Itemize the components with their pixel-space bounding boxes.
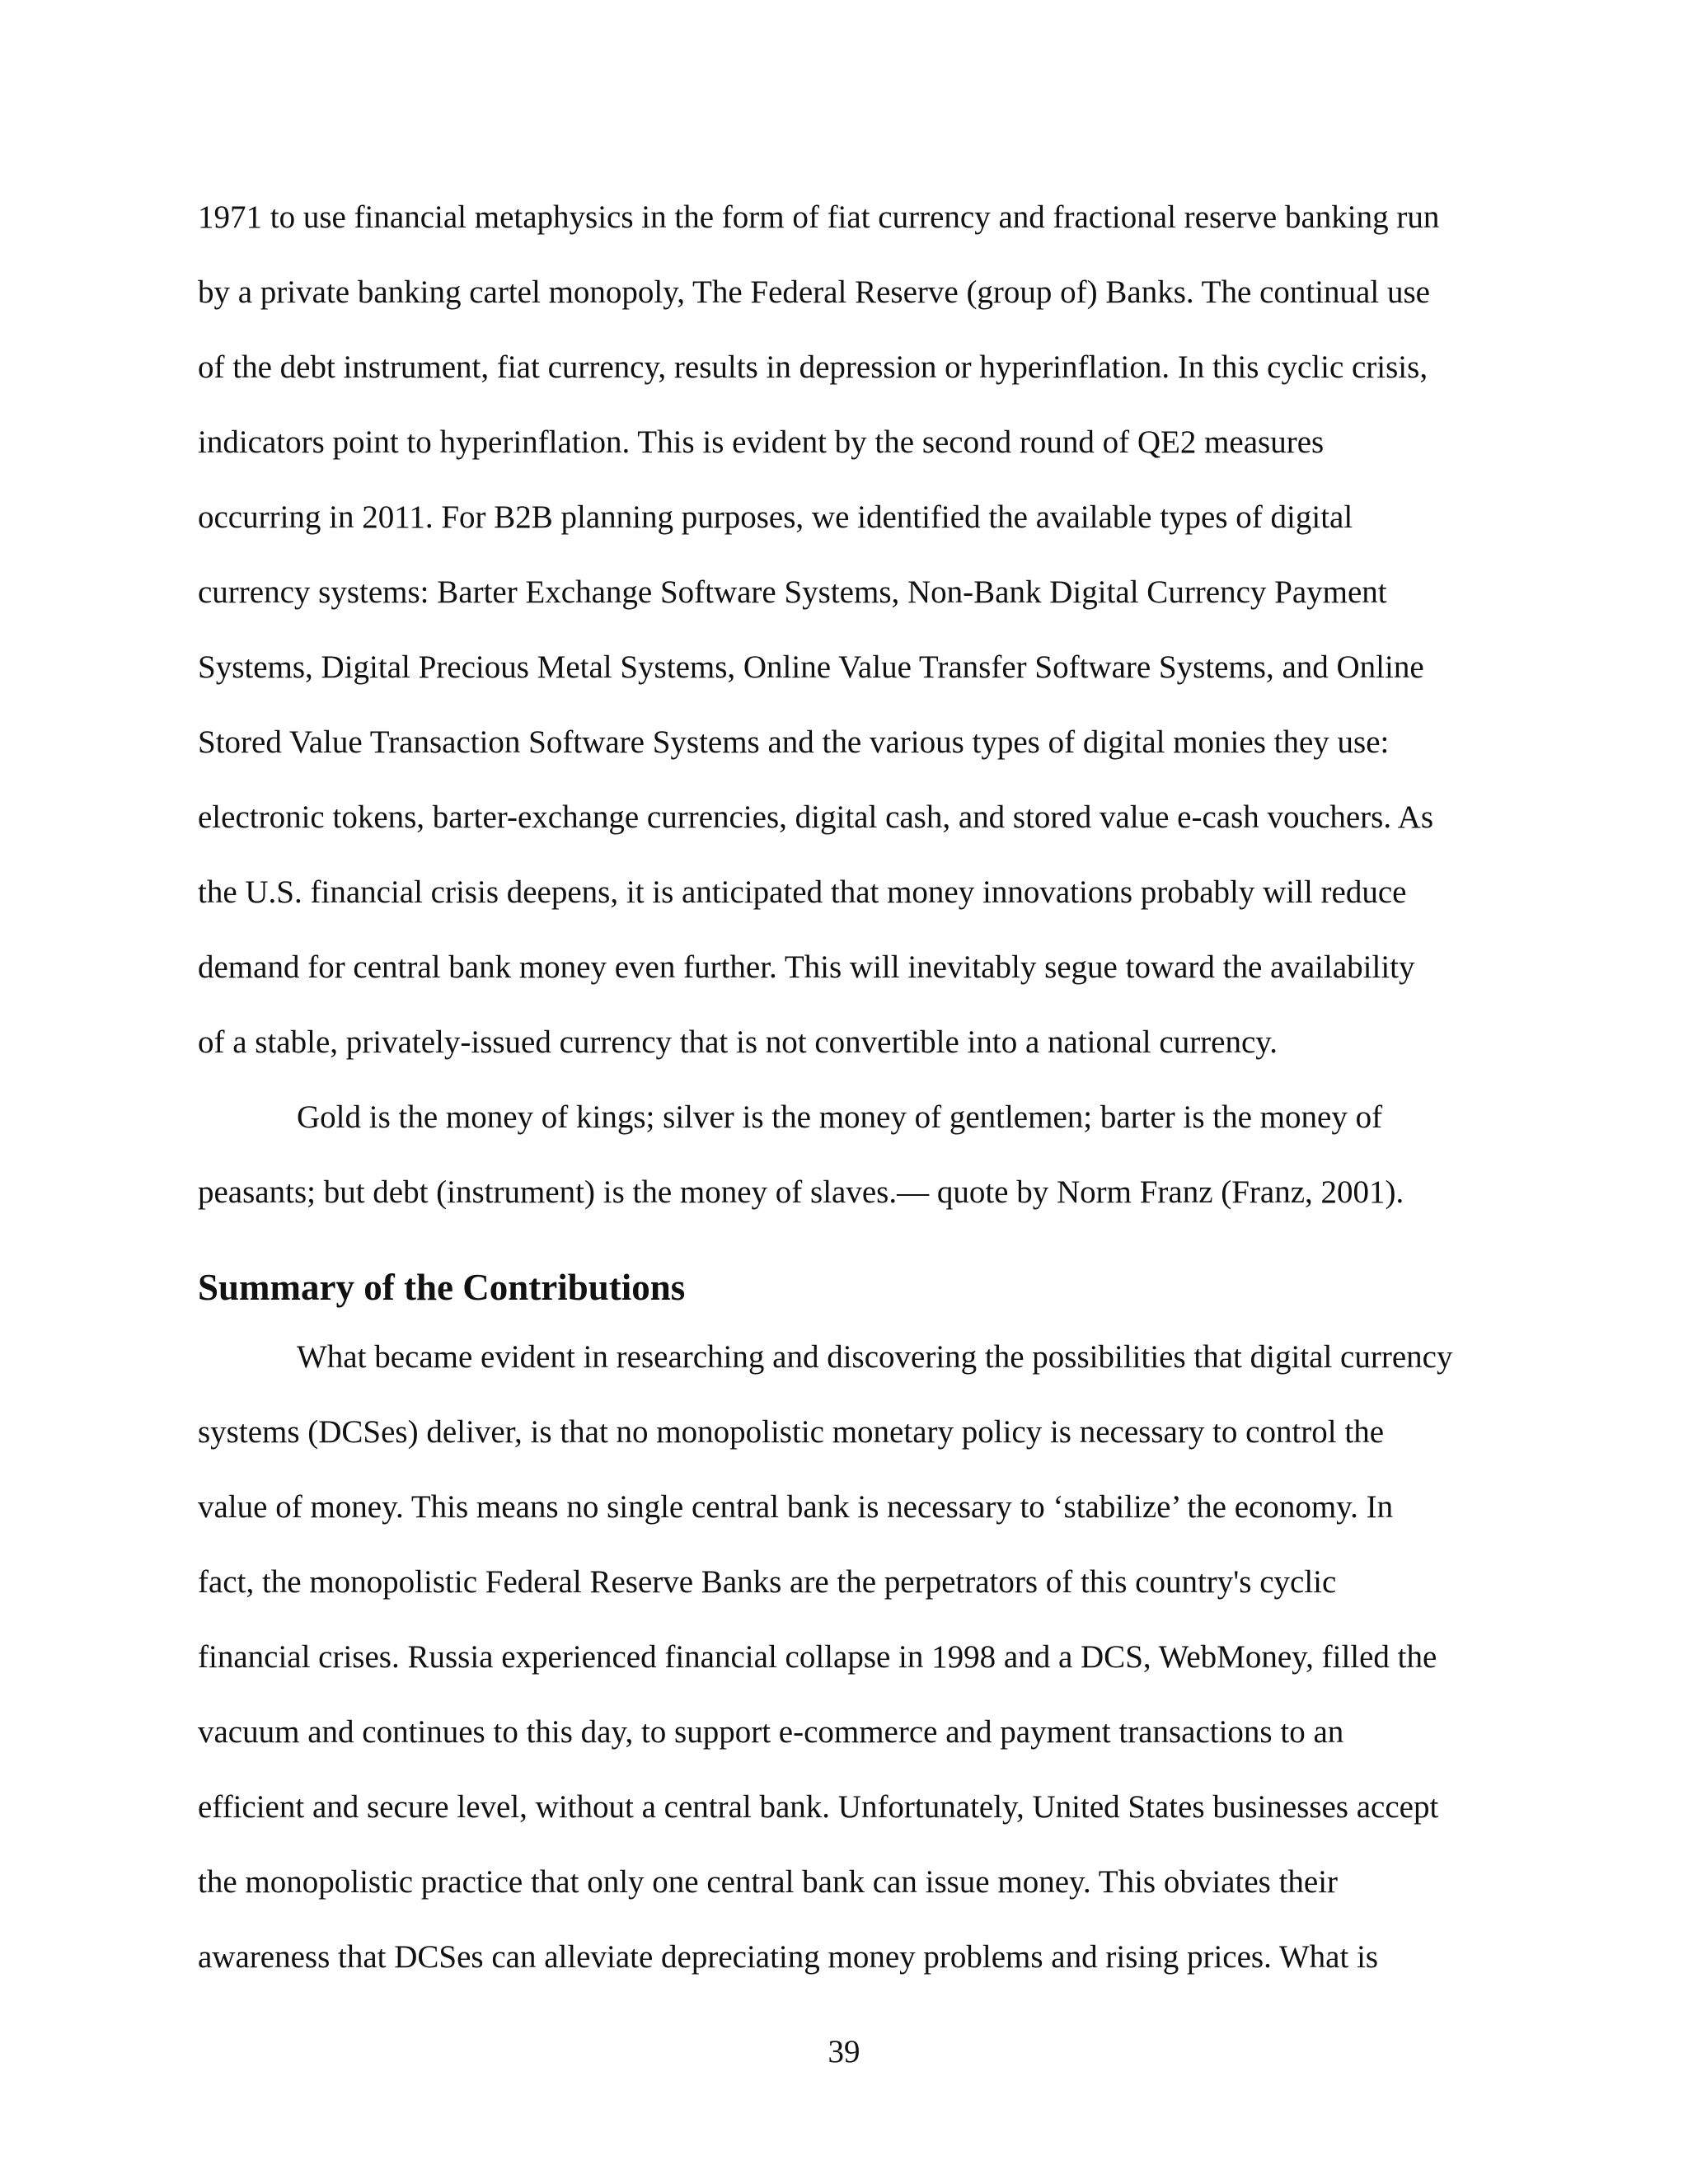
paragraph-2-line: value of money. This means no single central bank is necessary to ‘stabilize’ the economy. In (198, 1489, 1394, 1525)
paragraph-1-line: indicators point to hyperinflation. This is evident by the second round of QE2 measures (198, 424, 1325, 460)
paragraph-1-line: demand for central bank money even further. This will inevitably segue toward the availability (198, 949, 1415, 985)
paragraph-2-line: awareness that DCSes can alleviate depreciating money problems and rising prices. What is (198, 1939, 1379, 1975)
paragraph-1-line: currency systems: Barter Exchange Software Systems, Non-Bank Digital Currency Payment (198, 574, 1387, 610)
quote-line: Gold is the money of kings; silver is the money of gentlemen; barter is the money of (297, 1099, 1383, 1135)
paragraph-2-line: efficient and secure level, without a central bank. Unfortunately, United States businesses accept (198, 1789, 1439, 1825)
paragraph-1-line: Systems, Digital Precious Metal Systems, Online Value Transfer Software Systems, and Online (198, 649, 1424, 685)
paragraph-1-line: of a stable, privately-issued currency that is not convertible into a national currency. (198, 1024, 1278, 1060)
paragraph-2-line: vacuum and continues to this day, to support e-commerce and payment transactions to an (198, 1714, 1344, 1750)
paragraph-2-line: financial crises. Russia experienced financial collapse in 1998 and a DCS, WebMoney, filled the (198, 1639, 1437, 1675)
paragraph-2-line: systems (DCSes) deliver, is that no monopolistic monetary policy is necessary to control the (198, 1414, 1385, 1450)
paragraph-1-line: by a private banking cartel monopoly, The Federal Reserve (group of) Banks. The continual use (198, 274, 1430, 310)
section-heading: Summary of the Contributions (198, 1267, 686, 1308)
paragraph-2-line: the monopolistic practice that only one central bank can issue money. This obviates their (198, 1864, 1339, 1900)
page-number: 39 (828, 2034, 860, 2069)
paragraph-2-line: fact, the monopolistic Federal Reserve Banks are the perpetrators of this country's cyclic (198, 1564, 1337, 1600)
paragraph-1-line: electronic tokens, barter-exchange currencies, digital cash, and stored value e-cash vouchers. As (198, 799, 1434, 835)
paragraph-1-line: the U.S. financial crisis deepens, it is anticipated that money innovations probably will reduce (198, 874, 1407, 910)
paragraph-1-line: 1971 to use financial metaphysics in the form of fiat currency and fractional reserve banking run (198, 199, 1440, 235)
paragraph-1-line: Stored Value Transaction Software Systems and the various types of digital monies they use: (198, 724, 1390, 760)
paragraph-2-line: What became evident in researching and discovering the possibilities that digital currency (297, 1339, 1453, 1375)
paragraph-1-line: of the debt instrument, fiat currency, results in depression or hyperinflation. In this cyclic crisis, (198, 349, 1428, 385)
paragraph-1-line: occurring in 2011. For B2B planning purposes, we identified the available types of digital (198, 499, 1353, 535)
quote-line: peasants; but debt (instrument) is the money of slaves.— quote by Norm Franz (Franz, 2001). (198, 1174, 1404, 1210)
